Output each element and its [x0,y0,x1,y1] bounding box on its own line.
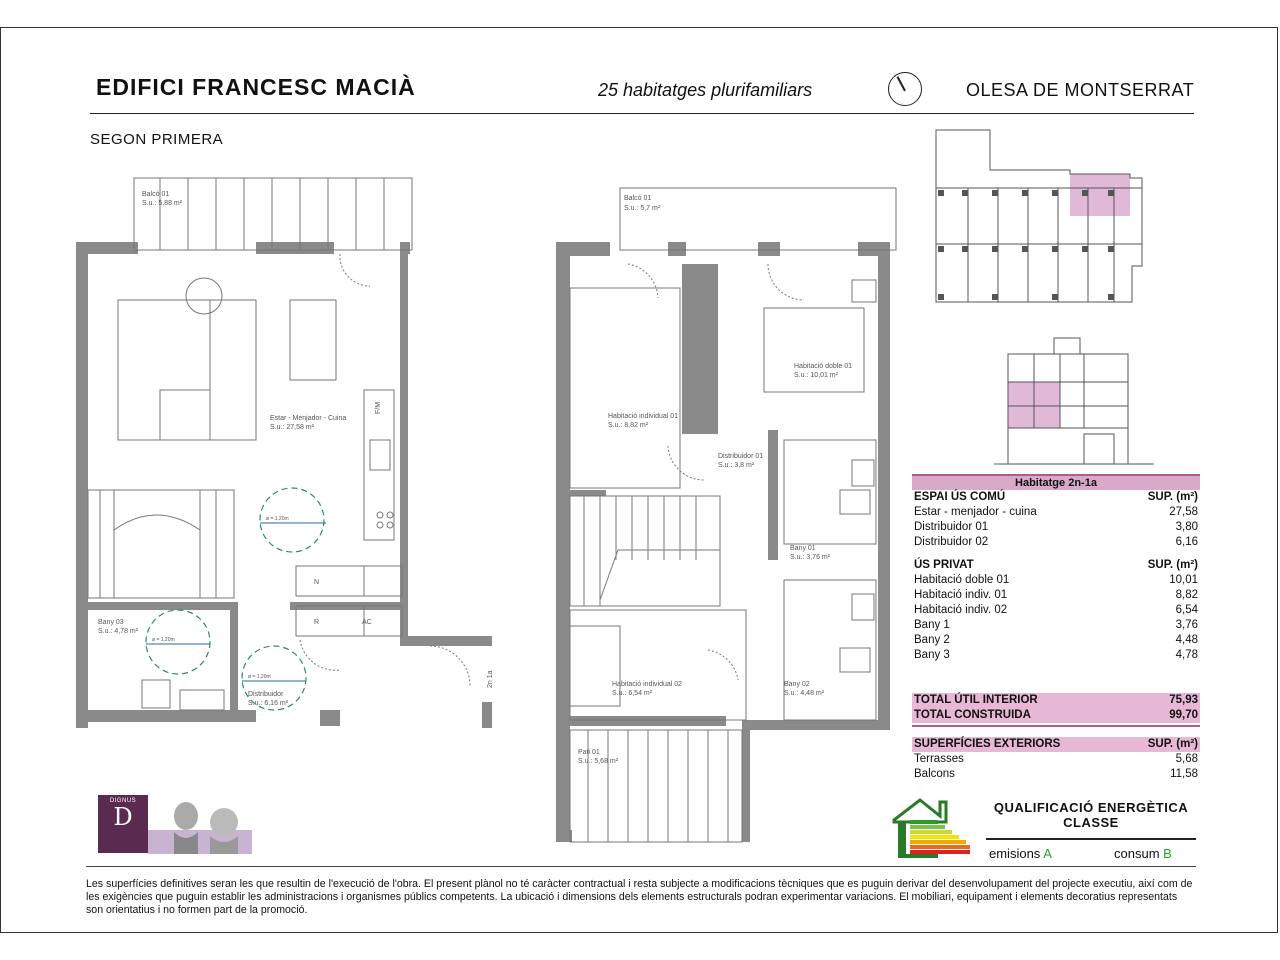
project-location: OLESA DE MONTSERRAT [966,80,1195,100]
energy-subtitle: CLASSE [1063,815,1119,830]
unit-tag: 2n 1a [487,670,494,688]
table-row: Habitació indiv. 01 8,82 [914,589,1198,601]
floor-label: SEGON PRIMERA [90,131,224,148]
table-row: Bany 3 4,78 [914,649,1198,661]
label-estar-area: S.u.: 27,58 m² [270,424,314,431]
table-row: Habitació doble 01 10,01 [914,574,1198,586]
label-distribuidor: Distribuidor 01 [718,453,764,460]
label-distribuidor: Distribuidor [248,691,284,698]
total-construida-row: TOTAL CONSTRUIDA 99,70 [914,709,1198,721]
areas-table [912,474,1200,782]
label-estar: Estar - Menjador - Cuina [270,415,347,422]
table-row: Distribuidor 01 3,80 [914,521,1198,533]
north-compass-icon [888,72,922,106]
table-header: Habitatge 2n-1a [912,474,1200,490]
logo-figures-icon [164,792,254,854]
table-row: Habitació indiv. 02 6,54 [914,604,1198,616]
table-row: Balcons 11,58 [914,768,1198,780]
circle-label: ø = 1,20m [266,516,289,522]
table-row: Bany 1 3,76 [914,619,1198,631]
label-bany01-area: S.u.: 3,76 m² [790,554,831,561]
label-hab-doble-area: S.u.: 10,01 m² [794,372,838,379]
table-section-title [912,558,1200,573]
label-fm: F/M [375,401,382,414]
label-hab-ind01-area: S.u.: 8,82 m² [608,422,649,429]
table-row: Estar - menjador - cuina 27,58 [914,506,1198,518]
label-balco-area: S.u.: 5,88 m² [142,200,183,207]
label-distribuidor-area: S.u.: 3,8 m² [718,462,755,469]
energy-title: QUALIFICACIÓ ENERGÈTICA [993,800,1189,815]
footer-divider [86,866,1196,867]
exterior-title-row: SUPERFÍCIES EXTERIORS SUP. (m²) [914,738,1198,750]
label-balco: Balcó 01 [142,191,170,198]
circle-label: ø = 1,20m [248,674,271,680]
total-util-row: TOTAL ÚTIL INTERIOR 75,93 [914,694,1198,706]
logo-text: DIGNUS [109,798,137,804]
label-bany01: Bany 01 [790,545,816,552]
dignus-logo [98,795,148,853]
label-pati-area: S.u.: 5,68 m² [578,758,619,765]
label-distribuidor-area: S.u.: 6,16 m² [248,700,289,707]
label-hab-ind02-area: S.u.: 6,54 m² [612,690,653,697]
label-hab-ind02: Habitació individual 02 [612,681,683,688]
energy-scale-bar [910,825,945,829]
table-section-title [912,490,1200,505]
key-plan-building [928,126,1218,311]
energy-scale-bar [910,835,959,839]
floor-plan-upper [548,180,898,845]
energy-house-icon [890,798,970,862]
label-bany02: Bany 02 [784,681,810,688]
emissions-rating: emisions A [989,846,1052,861]
energy-rating [986,800,1196,840]
floor-plan-lower [70,170,500,735]
energy-scale-bar [910,850,970,854]
project-title: EDIFICI FRANCESC MACIÀ [96,74,416,100]
consum-rating: consum B [1114,846,1172,861]
energy-scale-bar [910,840,966,844]
table-row: Bany 2 4,48 [914,634,1198,646]
private-title: ÚS PRIVAT [914,559,974,571]
label-n: N [314,579,320,586]
key-section-building [994,330,1154,470]
label-r: R [314,619,320,626]
label-bany02-area: S.u.: 4,48 m² [784,690,825,697]
label-ac: AC [362,619,372,626]
energy-scale-bar [910,830,952,834]
label-balco-area: S.u.: 5,7 m² [624,205,661,212]
sup-label: SUP. (m²) [1147,559,1198,571]
label-hab-doble: Habitació doble 01 [794,363,852,370]
logo-letter: D [113,803,133,831]
sup-label: SUP. (m²) [1147,491,1198,503]
label-balco: Balcó 01 [624,195,652,202]
table-row: Terrasses 5,68 [914,753,1198,765]
energy-scale-bar [910,820,938,824]
common-title: ESPAI ÚS COMÚ [914,491,1006,503]
disclaimer-text: Les superfícies definitives seran les que resultin de l'execució de l'obra. El present plànol no té caràcter contractual i resta subjecte a modificacions tècniques que es puguin derivar del desenvolupament del projecte executiu, així com de les exigències que puguin establir les administracions i organismes públics competents. La ubicació i dimensions dels elements estructurals podran experimentar variacions. El mobiliari, equipament i elements decoratius representats son orientatius i no formen part de la promoció. [86,878,1193,916]
label-bany03-area: S.u.: 4,78 m² [98,628,139,635]
header-divider [90,113,1194,114]
table-row: Distribuidor 02 6,16 [914,536,1198,548]
label-pati: Pati 01 [578,749,600,756]
energy-scale-bar [910,845,970,849]
project-subtitle: 25 habitatges plurifamiliars [598,80,813,100]
label-bany03: Bany 03 [98,619,124,626]
key-plan-unit-highlight [1070,174,1130,216]
circle-label: ø = 1,20m [152,637,175,643]
label-hab-ind01: Habitació individual 01 [608,413,679,420]
